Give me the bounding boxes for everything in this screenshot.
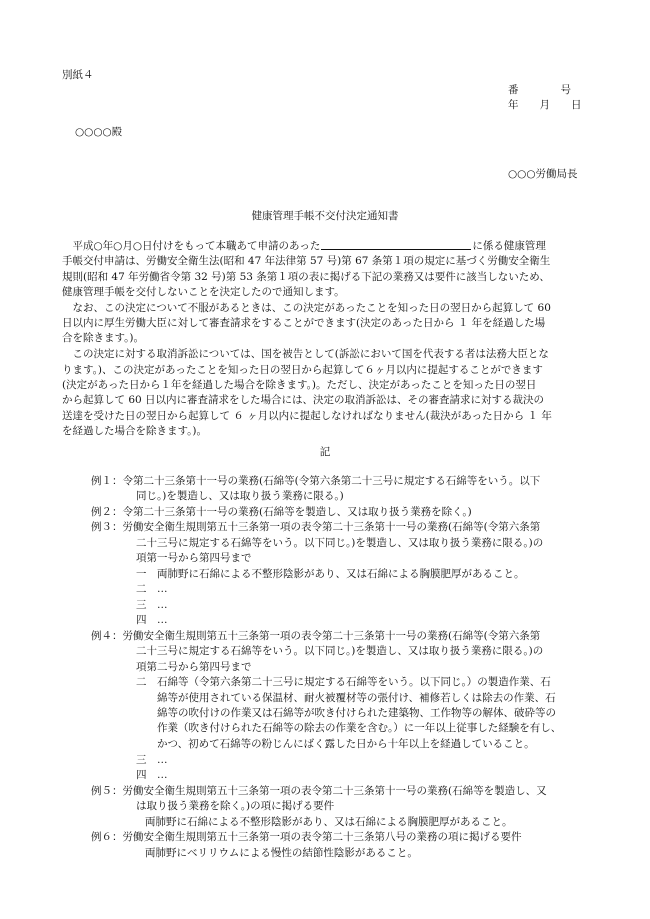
example-line: 例５：労働安全衛生規則第五十三条第一項の表令第二十三条第十一号の業務(石綿等を製造し、又 <box>91 785 547 797</box>
example-line: 綿等が使用されている保温材、耐火被覆材等の張付け、補修若しくは除去の作業、石 <box>157 692 556 704</box>
addressee: ○○○○殿 <box>75 126 123 138</box>
example-line: 二十三号に規定する石綿等をいう。以下同じ。)を製造し、又は取り扱う業務に限る。)の <box>136 537 544 549</box>
example-line: 項第一号から第四号まで <box>136 552 252 564</box>
body-line: なお、この決定について不服があるときは、この決定があったことを知った日の翌日から起算して 60 <box>62 302 551 314</box>
example-line: 作業（吹き付けられた石綿等の除去の作業を含む。）に一年以上従事した経験を有し、 <box>157 722 562 734</box>
page-title: 健康管理手帳不交付決定通知書 <box>251 210 399 222</box>
example-line: 例３：労働安全衛生規則第五十三条第一項の表令第二十三条第十一号の業務(石綿等(令第六条第 <box>91 521 541 533</box>
example-line: 例６：労働安全衛生規則第五十三条第一項の表令第二十三条第八号の業務の項に掲げる要件 <box>91 831 522 843</box>
applicant-blank <box>321 238 471 250</box>
example-line: かつ、初めて石綿等の粉じんにばく露した日から十年以上を経過していること。 <box>157 738 535 750</box>
body-line: 規則(昭和 47 年労働省令第 32 号)第 53 条第１項の表に掲げる下記の業務又は要件に該当しないため、 <box>62 271 550 283</box>
body-line: この決定に対する取消訴訟については、国を被告として(訴訟において国を代表する者は法務大臣とな <box>62 348 549 360</box>
example-line: 四 … <box>136 769 168 781</box>
sender: ○○○労働局長 <box>508 168 578 180</box>
example-line: 三 … <box>136 754 168 766</box>
body-line: 手帳交付申請は、労働安全衛生法(昭和 47 年法律第 57 号)第 67 条第１項の規定に基づく労働安全衛生 <box>62 255 551 267</box>
example-line: 二 … <box>136 583 168 595</box>
ki-heading: 記 <box>319 446 331 458</box>
body-line: (決定があった日から１年を経過した場合を除きます。)。ただし、決定があったことを知った日の翌日 <box>62 379 537 391</box>
body-line: 送達を受けた日の翌日から起算して ６ ヶ月以内に提起しなければなりません(裁決があった日から １ 年 <box>62 410 552 422</box>
example-line: 例４：労働安全衛生規則第五十三条第一項の表令第二十三条第十一号の業務(石綿等(令第六条第 <box>91 630 541 642</box>
document-date-label: 年 月 日 <box>508 99 582 111</box>
example-line: 二十三号に規定する石綿等をいう。以下同じ。)を製造し、又は取り扱う業務に限る。)の <box>136 645 544 657</box>
body-line: 平成○年○月○日付けをもって本職あて申請のあった に係る健康管理 <box>62 240 546 252</box>
example-line: 例２：令第二十三条第十一号の業務(石綿等を製造し、又は取り扱う業務を除く。) <box>91 506 472 518</box>
body-line: ります。)、この決定があったことを知った日の翌日から起算して６ヶ月以内に提起することができます <box>62 364 543 376</box>
example-line: は取り扱う業務を除く。)の項に掲げる要件 <box>136 800 335 812</box>
example-line: 両肺野にベリリウムによる慢性の結節性陰影があること。 <box>145 847 418 859</box>
example-line: 一 両肺野に石綿による不整形陰影があり、又は石綿による胸膜肥厚があること。 <box>136 568 525 580</box>
body-line: 合を除きます。)。 <box>62 332 145 344</box>
body-line: 日以内に厚生労働大臣に対して審査請求をすることができます(決定のあった日から １ 年を経過した場 <box>62 317 546 329</box>
body-line: を経過した場合を除きます。)。 <box>62 425 208 437</box>
example-line: 三 … <box>136 599 168 611</box>
example-line: 四 … <box>136 614 168 626</box>
body-line: から起算して 60 日以内に審査請求をした場合には、決定の取消訴訟は、その審査請求に対する裁決の <box>62 394 545 406</box>
example-line: 二 石綿等（令第六条第二十三号に規定する石綿等をいう。以下同じ。）の製造作業、石 <box>136 676 551 688</box>
document-number-label: 番 号 <box>508 84 571 96</box>
example-line: 同じ。)を製造し、又は取り扱う業務に限る。) <box>136 490 344 502</box>
body-line: 健康管理手帳を交付しないことを決定したので通知します。 <box>62 286 345 298</box>
example-line: 項第二号から第四号まで <box>136 661 252 673</box>
example-line: 例１：令第二十三条第十一号の業務(石綿等(令第六条第二十三号に規定する石綿等をいう。以下 <box>91 475 541 487</box>
attachment-label: 別紙４ <box>62 69 94 81</box>
example-line: 綿等の吹付けの作業又は石綿等が吹き付けられた建築物、工作物等の解体、破砕等の <box>157 707 556 719</box>
example-line: 両肺野に石綿による不整形陰影があり、又は石綿による胸膜肥厚があること。 <box>145 816 513 828</box>
